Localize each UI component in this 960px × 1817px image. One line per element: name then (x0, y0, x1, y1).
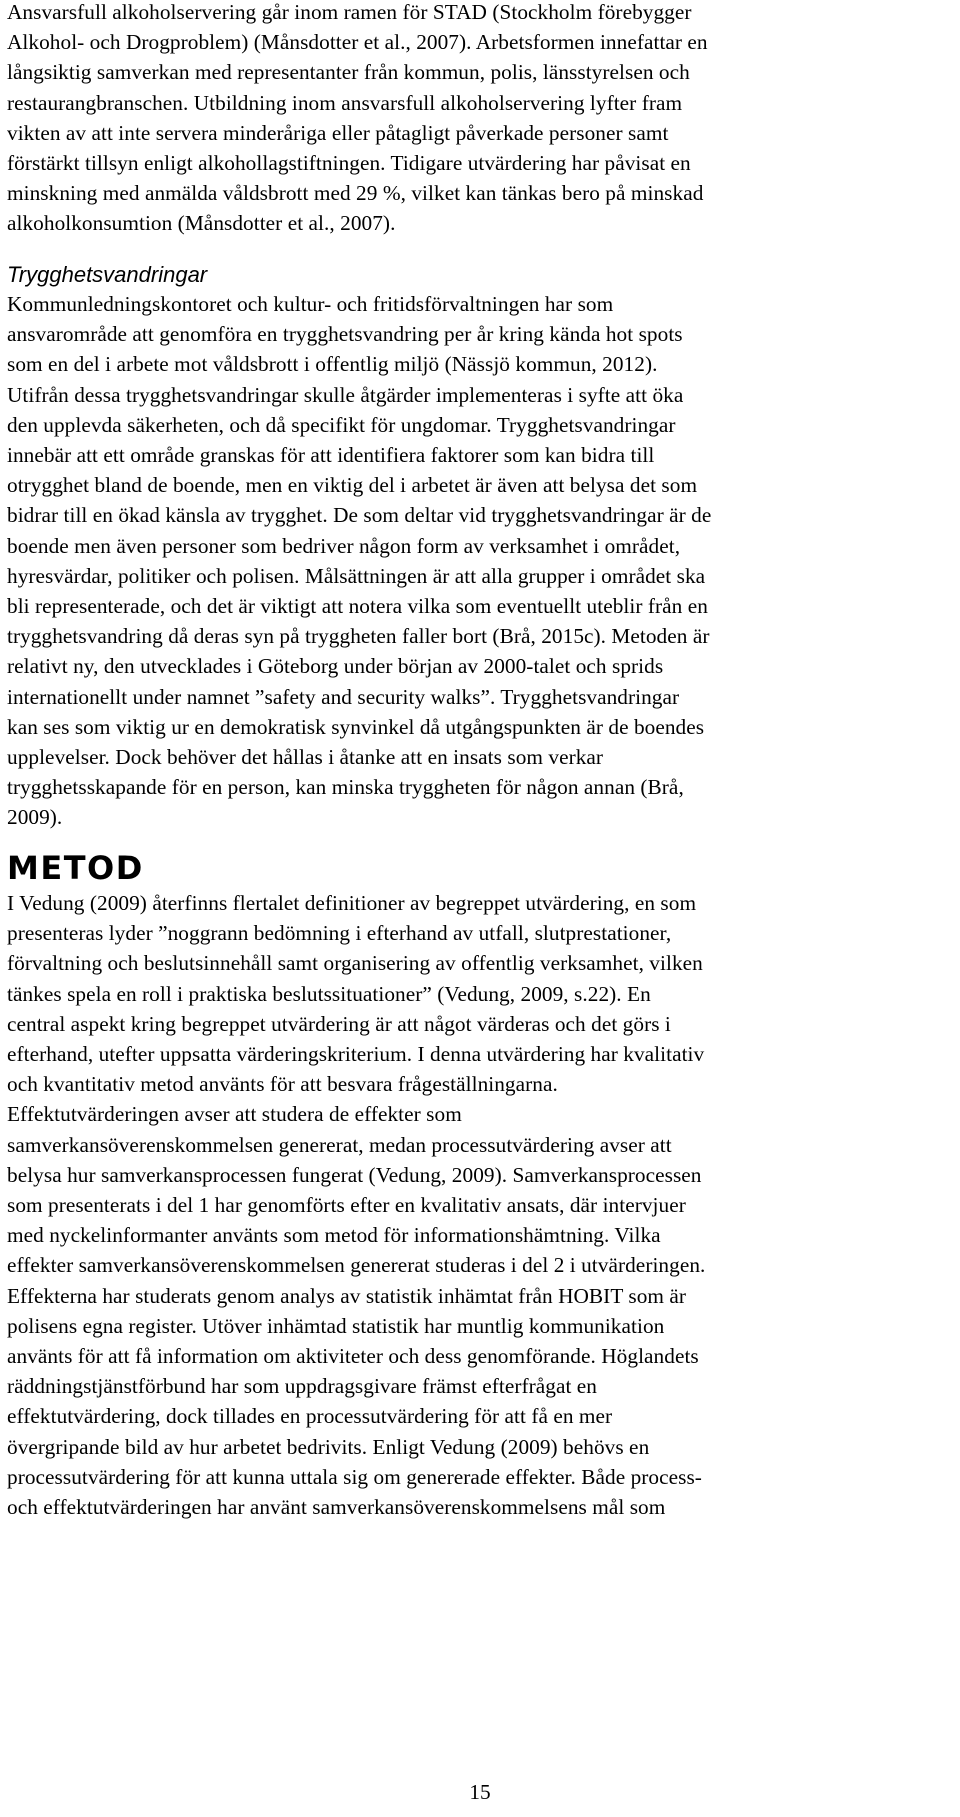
section-heading-metod: METOD (7, 849, 144, 887)
section-heading-trygghetsvandringar: Trygghetsvandringar (7, 262, 208, 287)
paragraph-trygghetsvandringar: Kommunledningskontoret och kultur- och fritidsförvaltningen har som ansvarområde att genomföra en trygghetsvandring per år kring kända hot spots som en del i arbete mot våldsbrott i offentlig miljö (Nässjö kommun, 2012). Utifrån dessa trygghetsvandringar skulle åtgärder implementeras i syfte att öka den upplevda säkerheten, och då specifikt för ungdomar. Trygghetsvandringar innebär att ett område granskas för att identifiera faktorer som kan bidra till otrygghet bland de boende, men en viktig del i arbetet är även att belysa det som bidrar till en ökad känsla av trygghet. De som deltar vid trygghetsvandringar är de boende men även personer som bedriver någon form av verksamhet i området, hyresvärdar, politiker och polisen. Målsättningen är att alla grupper i området ska bli representerade, och det är viktigt att notera vilka som eventuellt uteblir från en trygghetsvandring då deras syn på tryggheten faller bort (Brå, 2015c). Metoden är relativt ny, den utvecklades i Göteborg under början av 2000-talet och sprids internationellt under namnet ”safety and security walks”. Trygghetsvandringar kan ses som viktig ur en demokratisk synvinkel då utgångspunkten är de boendes upplevelser. Dock behöver det hållas i åtanke att en insats som verkar trygghetsskapande för en person, kan minska tryggheten för någon annan (Brå, 2009). (7, 292, 712, 830)
paragraph-metod: I Vedung (2009) återfinns flertalet definitioner av begreppet utvärdering, en som presenteras lyder ”noggrann bedömning i efterhand av utfall, slutprestationer, förvaltning och beslutsinnehåll samt organisering av offentlig verksamhet, vilken tänkes spela en roll i praktiska beslutssituationer” (Vedung, 2009, s.22). En central aspekt kring begreppet utvärdering är att något värderas och det görs i efterhand, utefter uppsatta värderingskriterium. I denna utvärdering har kvalitativ och kvantitativ metod använts för att besvara frågeställningarna. Effektutvärderingen avser att studera de effekter som samverkansöverenskommelsen genererat, medan processutvärdering avser att belysa hur samverkansprocessen fungerat (Vedung, 2009). Samverkansprocessen som presenterats i del 1 har genomförts efter en kvalitativ ansats, där intervjuer med nyckelinformanter använts som metod för informationshämtning. Vilka effekter samverkansöverenskommelsen genererat studeras i del 2 i utvärderingen. Effekterna har studerats genom analys av statistik inhämtat från HOBIT som är polisens egna register. Utöver inhämtad statistik har muntlig kommunikation använts för att få information om aktiviteter och dess genomförande. Höglandets räddningstjänstförbund har som uppdragsgivare främst efterfrågat en effektutvärdering, dock tillades en processutvärdering för att få en mer övergripande bild av hur arbetet bedrivits. Enligt Vedung (2009) behövs en processutvärdering för att kunna uttala sig om genererade effekter. Både process- och effektutvärderingen har använt samverkansöverenskommelsens mål som (7, 891, 706, 1520)
page-number: 15 (469, 1780, 491, 1804)
paragraph-ansvarsfull-alkoholservering: Ansvarsfull alkoholservering går inom ramen för STAD (Stockholm förebygger Alkohol- och Drogproblem) (Månsdotter et al., 2007). Arbetsformen innefattar en långsiktig samverkan med representanter från kommun, polis, länsstyrelsen och restaurangbranschen. Utbildning inom ansvarsfull alkoholservering lyfter fram vikten av att inte servera minderåriga eller påtagligt påverkade personer samt förstärkt tillsyn enligt alkohollagstiftningen. Tidigare utvärdering har påvisat en minskning med anmälda våldsbrott med 29 %, vilket kan tänkas bero på minskad alkoholkonsumtion (Månsdotter et al., 2007). (7, 0, 708, 236)
